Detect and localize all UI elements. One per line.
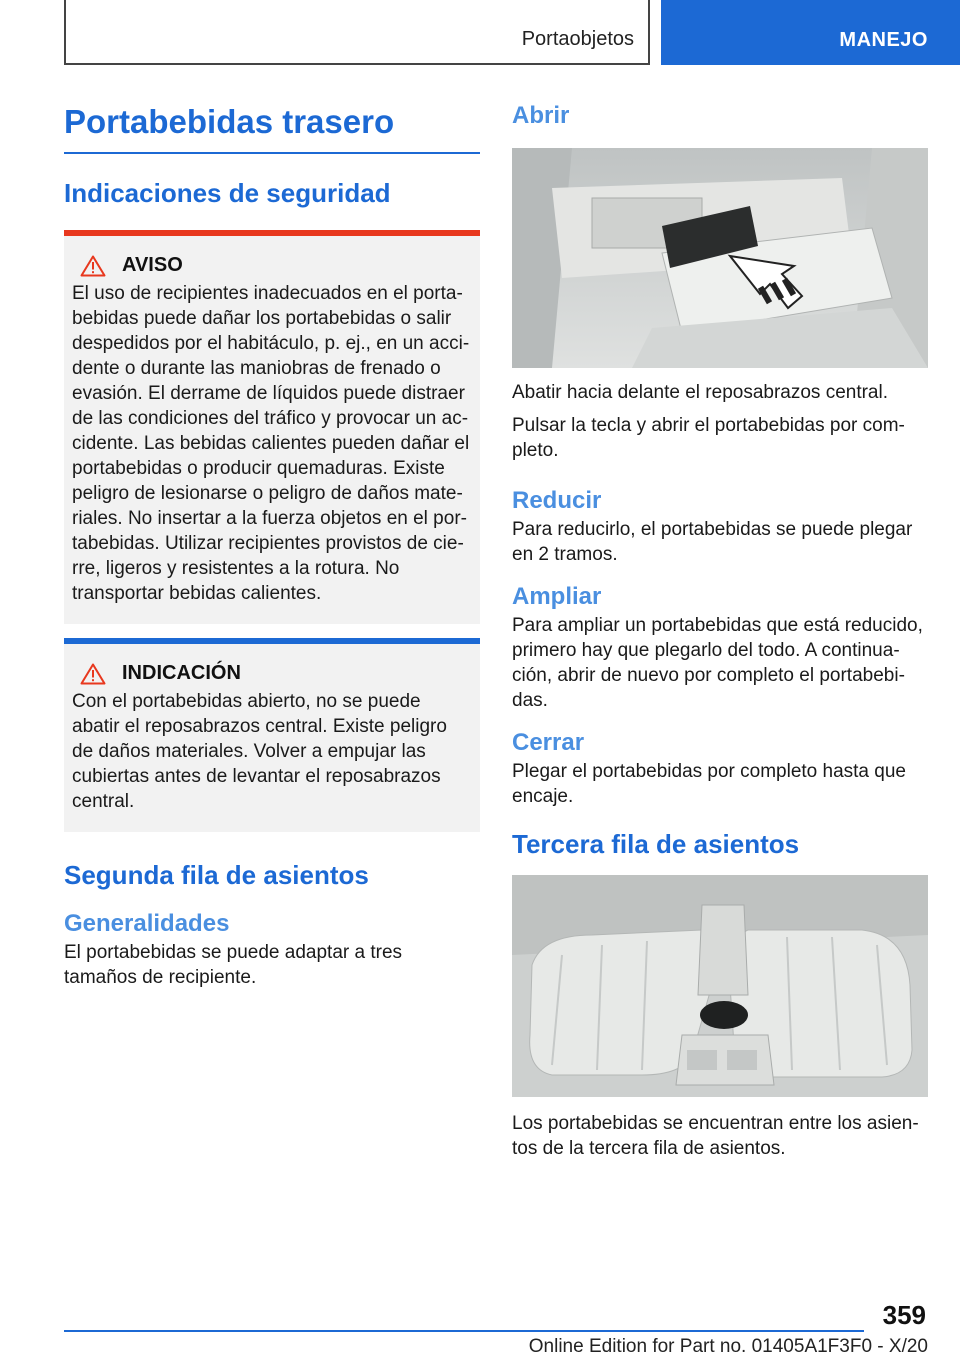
warning-triangle-icon: [80, 255, 106, 277]
general-heading: Generalidades: [64, 910, 230, 937]
armrest-cupholder-photo: [512, 148, 928, 368]
third-row-cupholder-photo: [512, 875, 928, 1097]
note-text: Con el portabebidas abierto, no se puede abatir el reposabrazos central. Existe peligro de daños materiales. Volver a empujar las cubiertas antes de levantar el reposabrazos central.: [72, 691, 447, 812]
expand-text: Para ampliar un portabebidas que está reducido, primero hay que plegarlo del todo. A continuación, abrir de nuevo por completo el portabebidas.: [512, 615, 923, 711]
page-number: 359: [882, 1300, 926, 1330]
footer-edition: Online Edition for Part no. 01405A1F3F0 - X/20: [528, 1336, 928, 1357]
warning-text: El uso de recipientes inadecuados en el portabebidas puede dañar los portabebidas o salir despedidos por el habitáculo, p. ej., en un accidente o durante las maniobras de frenado o evasión. El derrame de líquidos puede distraer de las condiciones del tráfico y provocar un accidente. Las bebidas calientes pueden dañar el portabebidas o producir quemaduras. Existe peligro de lesionarse o peligro de daños materiales. No insertar a la fuerza objetos en el portabebidas. Utilizar recipientes provistos de cierre, ligeros y resistentes a la rotura. No transportar bebidas calientes.: [72, 283, 470, 604]
warning-label: AVISO: [122, 254, 183, 276]
footer-divider: [64, 1330, 864, 1332]
safety-heading: Indicaciones de seguridad: [64, 178, 391, 208]
reduce-heading: Reducir: [512, 487, 602, 514]
reduce-text: Para reducirlo, el portabebidas se puede plegar en 2 tramos.: [512, 519, 913, 565]
page-title: Portabebidas trasero: [64, 100, 480, 154]
header-section-tab[interactable]: [661, 0, 960, 65]
note-label: INDICACIÓN: [122, 662, 241, 684]
open-heading: Abrir: [512, 102, 570, 129]
section-title: MANEJO: [839, 29, 928, 51]
close-heading: Cerrar: [512, 729, 585, 756]
third-row-heading: Tercera fila de asientos: [512, 829, 800, 859]
general-text: El portabebidas se puede adaptar a tres tamaños de recipiente.: [64, 942, 403, 988]
second-row-heading: Segunda fila de asientos: [64, 860, 369, 890]
note-box: [64, 638, 480, 832]
warning-box: [64, 230, 480, 624]
left-column: [64, 100, 480, 990]
chapter-title: Portaobjetos: [521, 28, 634, 50]
open-text-1: Abatir hacia delante el reposabrazos central.: [512, 382, 889, 403]
close-text: Plegar el portabebidas por completo hasta que encaje.: [512, 761, 906, 807]
header-chapter-box: [64, 0, 650, 65]
third-row-text: Los portabebidas se encuentran entre los asientos de la tercera fila de asientos.: [512, 1113, 919, 1159]
note-triangle-icon: [80, 663, 106, 685]
expand-heading: Ampliar: [512, 583, 602, 610]
right-column: [512, 100, 928, 1161]
open-text-2: Pulsar la tecla y abrir el portabebidas por completo.: [512, 415, 905, 461]
